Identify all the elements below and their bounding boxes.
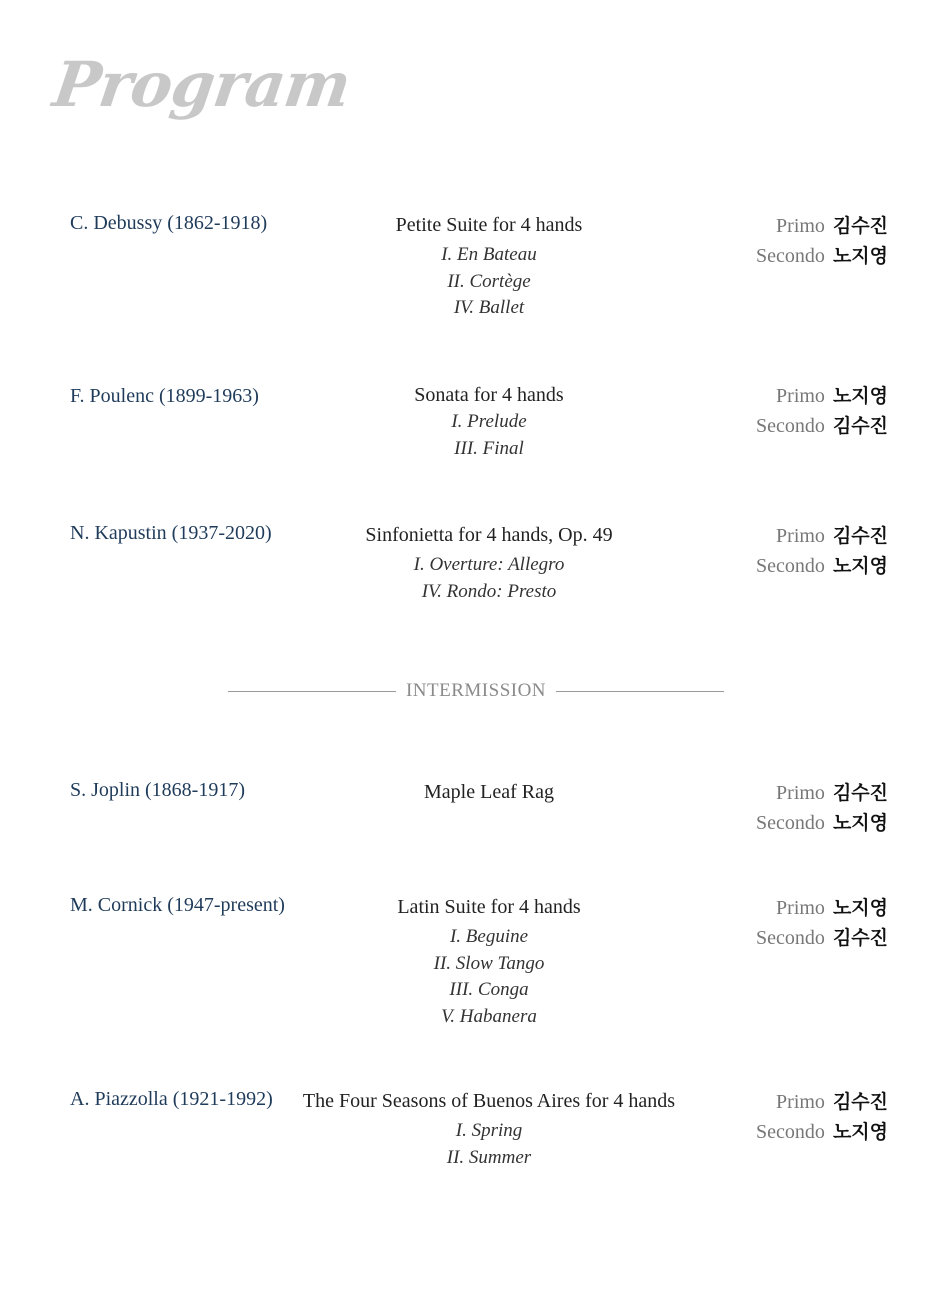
primo-label: Primo (776, 525, 825, 547)
work (289, 382, 689, 462)
performers (756, 1088, 888, 1148)
composer: M. Cornick (1947-present) (70, 894, 285, 916)
movement: III. Final (454, 437, 524, 459)
primo-performer: 김수진 (832, 525, 888, 547)
divider-line (228, 691, 396, 692)
composer: N. Kapustin (1937-2020) (70, 522, 272, 544)
primo-label: Primo (776, 782, 825, 804)
movement: III. Conga (449, 979, 529, 1000)
composer: A. Piazzolla (1921-1992) (70, 1088, 273, 1110)
movement: II. Slow Tango (433, 952, 545, 974)
movement: I. Beguine (449, 926, 529, 947)
page-title: Program (48, 48, 355, 121)
composer: S. Joplin (1868-1917) (70, 779, 245, 801)
secondo-performer: 김수진 (832, 415, 888, 437)
movement: IV. Ballet (453, 297, 525, 318)
work (289, 894, 689, 1030)
primo-row (756, 894, 888, 924)
movement: I. Overture: Allegro (413, 554, 565, 575)
primo-row (756, 1088, 888, 1118)
secondo-performer: 노지영 (832, 245, 888, 267)
movement-list (289, 242, 689, 322)
movement: I. Prelude (451, 411, 527, 432)
work (289, 522, 689, 605)
work (289, 1088, 689, 1171)
secondo-label: Secondo (756, 812, 825, 834)
primo-performer: 김수진 (832, 782, 888, 804)
primo-row (756, 522, 888, 552)
secondo-row (756, 242, 888, 272)
movement: IV. Rondo: Presto (421, 580, 557, 602)
work-title: Latin Suite for 4 hands (397, 896, 581, 918)
primo-performer: 노지영 (832, 897, 888, 919)
performers (756, 779, 888, 839)
performers (756, 894, 888, 954)
performers (756, 212, 888, 272)
composer: C. Debussy (1862-1918) (70, 212, 268, 234)
composer: F. Poulenc (1899-1963) (70, 385, 259, 407)
secondo-row (756, 552, 888, 582)
work-title: The Four Seasons of Buenos Aires for 4 hands (302, 1090, 676, 1112)
primo-label: Primo (776, 1091, 825, 1113)
performers (756, 522, 888, 582)
secondo-performer: 노지영 (832, 812, 888, 834)
primo-label: Primo (776, 897, 825, 919)
movement: I. Spring (455, 1120, 523, 1141)
divider-line (556, 691, 724, 692)
secondo-row (756, 412, 888, 442)
intermission-divider (228, 680, 724, 702)
secondo-performer: 김수진 (832, 927, 888, 949)
work (289, 212, 689, 322)
secondo-label: Secondo (756, 415, 825, 437)
work (289, 779, 689, 805)
movement-list (289, 1118, 689, 1171)
secondo-label: Secondo (756, 927, 825, 949)
secondo-label: Secondo (756, 245, 825, 267)
performers (756, 382, 888, 442)
work-title: Sinfonietta for 4 hands, Op. 49 (365, 524, 613, 546)
work-title: Sonata for 4 hands (414, 384, 564, 406)
secondo-row (756, 924, 888, 954)
primo-row (756, 212, 888, 242)
movement: I. En Bateau (441, 244, 537, 265)
movement-list (289, 552, 689, 605)
intermission-label: INTERMISSION (405, 680, 547, 701)
secondo-label: Secondo (756, 1121, 825, 1143)
primo-performer: 노지영 (832, 385, 888, 407)
work-title: Maple Leaf Rag (424, 781, 554, 803)
primo-row (756, 382, 888, 412)
movement: V. Habanera (441, 1005, 537, 1027)
movement-list (289, 409, 689, 462)
secondo-row (756, 1118, 888, 1148)
primo-label: Primo (776, 215, 825, 237)
secondo-performer: 노지영 (832, 555, 888, 577)
primo-performer: 김수진 (832, 215, 888, 237)
primo-performer: 김수진 (832, 1091, 888, 1113)
movement-list (289, 924, 689, 1030)
work-title: Petite Suite for 4 hands (395, 214, 583, 236)
secondo-label: Secondo (756, 555, 825, 577)
secondo-row (756, 809, 888, 839)
secondo-performer: 노지영 (832, 1121, 888, 1143)
primo-row (756, 779, 888, 809)
movement: II. Cortège (447, 270, 531, 292)
primo-label: Primo (776, 385, 825, 407)
movement: II. Summer (446, 1146, 532, 1168)
